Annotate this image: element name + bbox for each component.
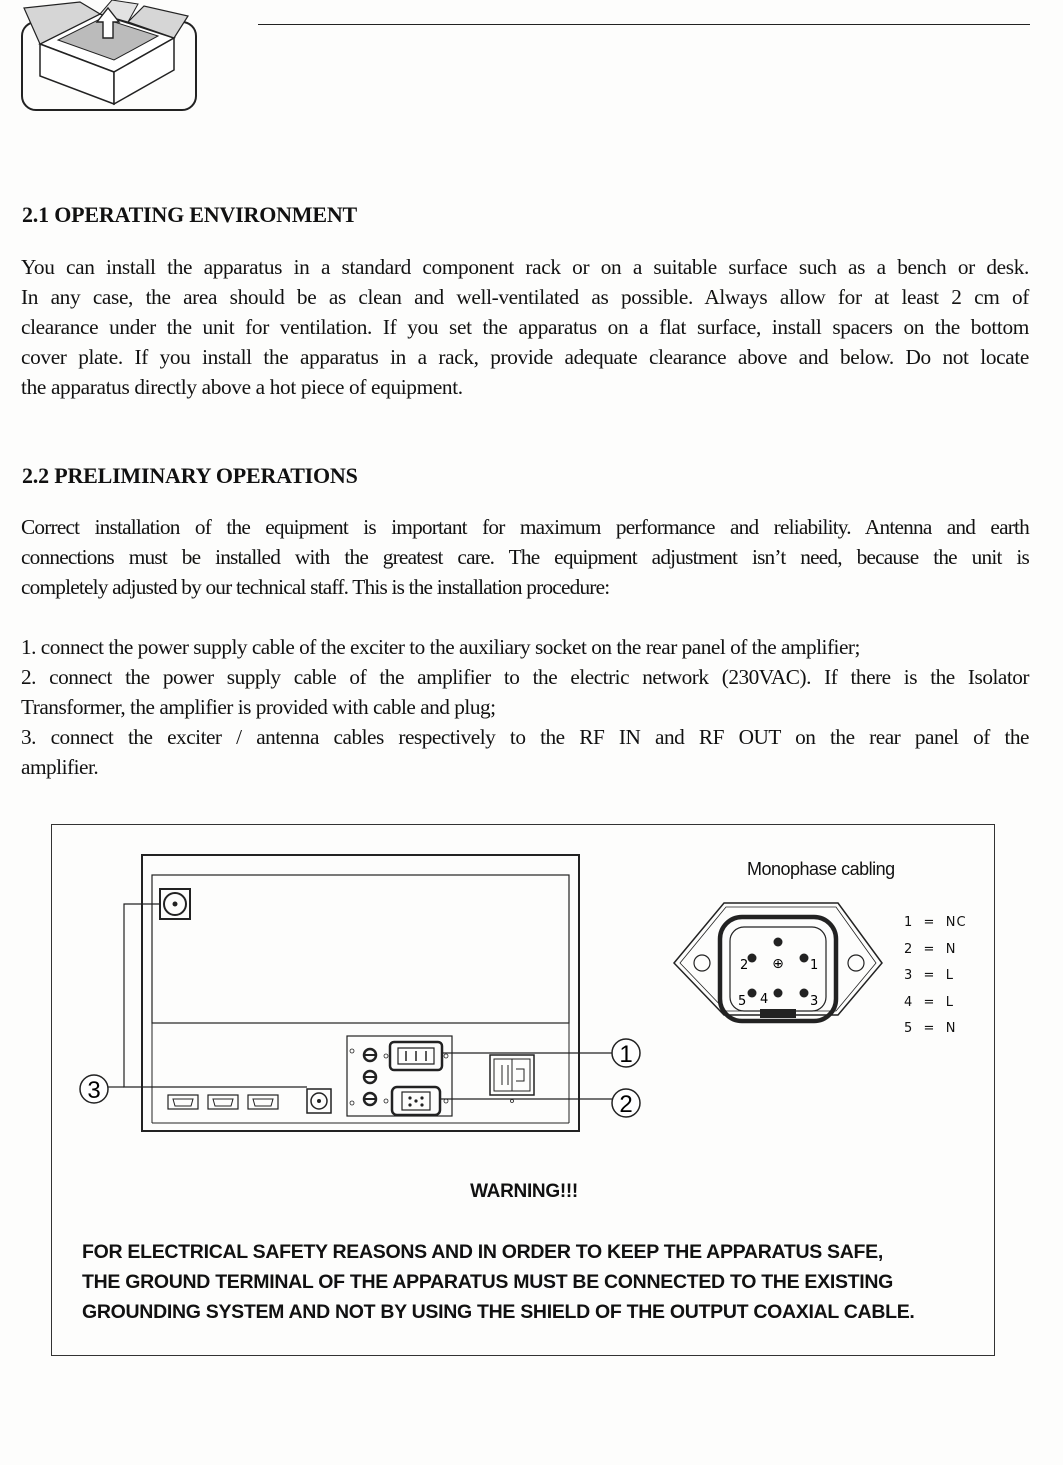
list-item: Transformer, the amplifier is provided with cable and plug;	[21, 695, 496, 719]
warning-line: GROUNDING SYSTEM AND NOT BY USING THE SHIELD OF THE OUTPUT COAXIAL CABLE.	[82, 1301, 915, 1323]
pin-label: 5	[738, 994, 747, 1009]
callout-label: 2	[619, 1091, 633, 1118]
pin-row: 2 = N	[904, 941, 957, 957]
pin-label: 1	[810, 958, 819, 973]
ground-symbol-icon: ⊕	[772, 956, 784, 972]
auxiliary-socket-icon	[384, 1087, 448, 1115]
warning-title: WARNING!!!	[470, 1181, 578, 1202]
power-switch-icon	[490, 1055, 534, 1103]
section-title-preliminary-operations: 2.2 PRELIMINARY OPERATIONS	[22, 463, 358, 488]
callout-2	[612, 1089, 640, 1118]
preliminary-intro-paragraph	[21, 512, 1029, 602]
rf-in-connector-icon	[160, 889, 190, 919]
rear-panel-figure	[51, 824, 995, 1356]
list-item: 3. connect the exciter / antenna cables respectively to the RF IN and RF OUT on the rear panel of the	[21, 725, 1029, 749]
text-line: In any case, the area should be as clean and well-ventilated as possible. Always allow for at least 2 cm of	[21, 285, 1029, 309]
pin-label: 4	[760, 992, 769, 1007]
pin-row: 3 = L	[904, 968, 954, 983]
header-rule	[258, 24, 1030, 25]
text-line: clearance under the unit for ventilation. If you set the apparatus on a flat surface, install spacers on the bottom	[21, 315, 1029, 339]
callout-label: 3	[87, 1077, 101, 1104]
list-item: 2. connect the power supply cable of the amplifier to the electric network (230VAC). If there is the Isolator	[21, 665, 1029, 689]
open-box-icon	[18, 0, 202, 115]
connector-title: Monophase cabling	[747, 859, 895, 879]
list-item: 1. connect the power supply cable of the exciter to the auxiliary socket on the rear panel of the amplifier;	[21, 635, 860, 659]
text-line: Correct installation of the equipment is important for maximum performance and reliability. Antenna and earth	[21, 515, 1029, 539]
fuse-holder-icon	[364, 1049, 376, 1105]
list-item: amplifier.	[21, 755, 99, 779]
rear-panel-diagram	[72, 849, 672, 1149]
pin-row: 5 = N	[904, 1021, 957, 1036]
pin-row: 1 = NC	[904, 915, 967, 930]
pin-row: 4 = L	[904, 994, 954, 1010]
installation-steps-list	[21, 632, 1029, 782]
text-line: cover plate. If you install the apparatus in a rack, provide adequate clearance above and below. Do not locate	[21, 345, 1029, 369]
warning-text	[82, 1237, 968, 1327]
pin-label: 3	[810, 994, 819, 1009]
warning-line: FOR ELECTRICAL SAFETY REASONS AND IN ORDER TO KEEP THE APPARATUS SAFE,	[82, 1241, 883, 1263]
rf-out-connector-icon	[307, 1089, 331, 1113]
text-line: connections must be installed with the greatest care. The equipment adjustment isn’t need, because the unit is	[21, 545, 1029, 569]
section-title-operating-environment: 2.1 OPERATING ENVIRONMENT	[22, 202, 358, 227]
callout-1	[612, 1039, 640, 1068]
callout-label: 1	[619, 1041, 633, 1068]
db9-connector-icon	[168, 1095, 278, 1109]
operating-environment-paragraph	[21, 252, 1029, 402]
text-line: You can install the apparatus in a standard component rack or on a suitable surface such as a bench or desk.	[21, 255, 1029, 279]
callout-3	[80, 1075, 108, 1104]
text-line: completely adjusted by our technical staff. This is the installation procedure:	[21, 575, 610, 599]
pin-label: 2	[740, 958, 749, 973]
text-line: the apparatus directly above a hot piece of equipment.	[21, 375, 463, 399]
mains-socket-icon	[384, 1042, 448, 1070]
pin-assignment-table	[904, 915, 967, 1048]
warning-line: THE GROUND TERMINAL OF THE APPARATUS MUST BE CONNECTED TO THE EXISTING	[82, 1271, 894, 1293]
